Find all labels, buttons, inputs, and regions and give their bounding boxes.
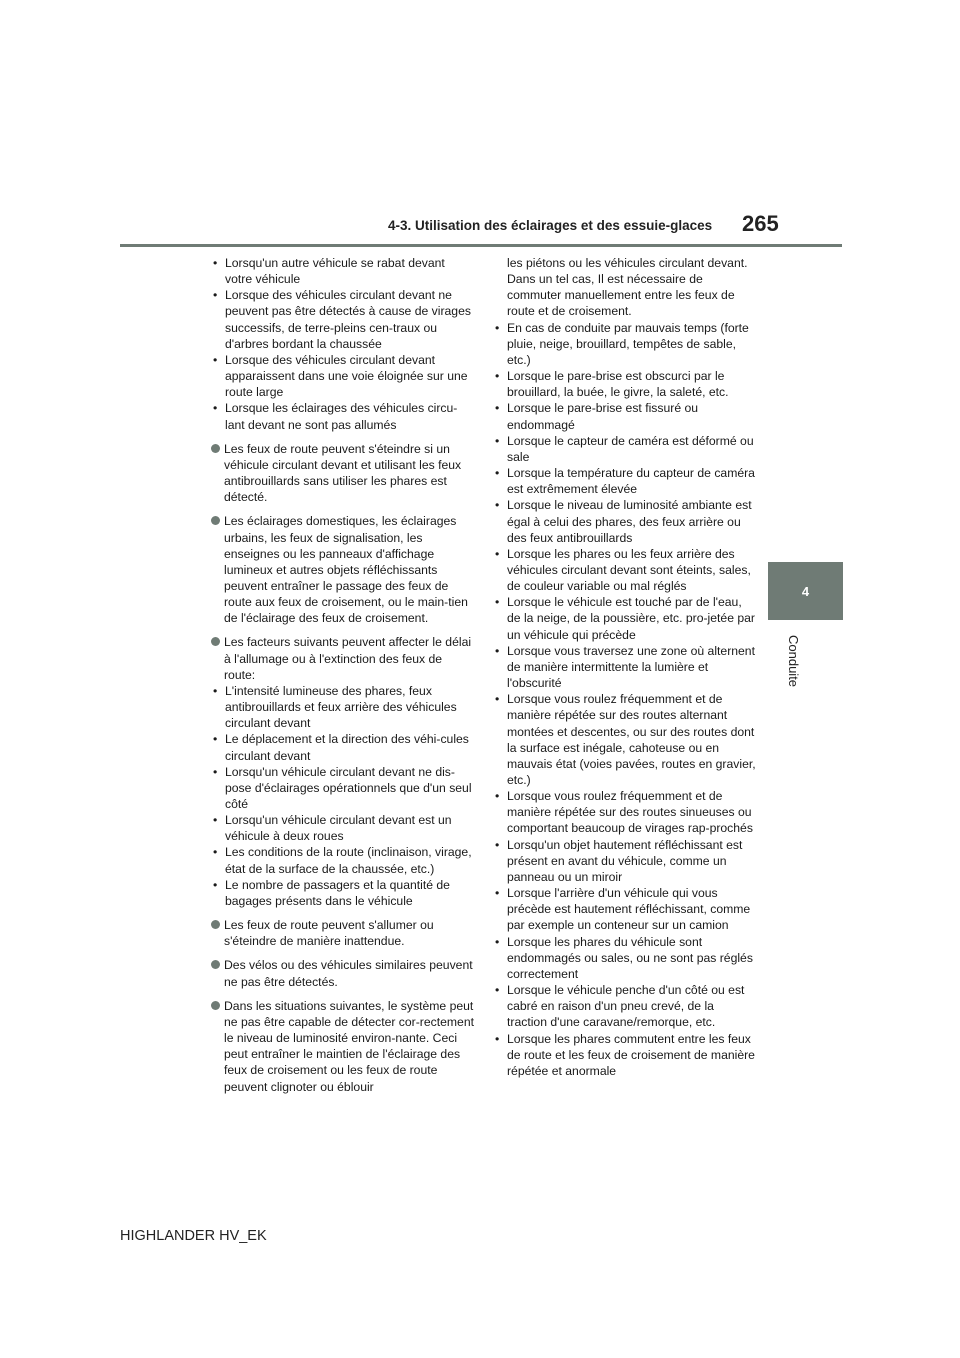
paragraph-text: Les feux de route peuvent s'éteindre si un véhicule circulant devant et utilisant les feux antibrouillards sans utiliser les phares est détecté. (224, 441, 462, 505)
paragraph-text: Les feux de route peuvent s'allumer ou s'éteindre de manière inattendue. (224, 918, 434, 949)
note-paragraph (210, 441, 475, 506)
sub-bullet-list (210, 683, 475, 909)
note-paragraph (210, 634, 475, 909)
page-number: 265 (742, 211, 779, 236)
bullet-item: • Lorsque le véhicule penche d'un côté ou est cabré en raison d'un pneu crevé, de la traction d'une caravane/remorque, etc. (492, 982, 757, 1030)
bullet-item: • Lorsque les phares commutent entre les feux de route et les feux de croisement de manière répétée et anormale (492, 1031, 757, 1079)
bullet-item: • Lorsque les phares ou les feux arrière des véhicules circulant devant sont éteints, sales, de couleur variable ou mal réglés (492, 546, 757, 594)
bullet-item: • Lorsque les phares du véhicule sont endommagés ou sales, ou ne sont pas réglés correctement (492, 934, 757, 982)
bullet-item: • Lorsque le véhicule est touché par de l'eau, de la neige, de la poussière, etc. pro-jetée par un véhicule qui précède (492, 594, 757, 642)
condition-bullet-list (492, 320, 757, 1079)
bullet-item: • L'intensité lumineuse des phares, feux antibrouillards et feux arrière des véhicules circulant devant (210, 683, 475, 731)
bullet-item: • Le déplacement et la direction des véhi-cules circulant devant (210, 731, 475, 763)
bullet-item: • Lorsqu'un véhicule circulant devant ne dis-pose d'éclairages opérationnels que d'un seul côté (210, 764, 475, 812)
bullet-item: • Lorsqu'un autre véhicule se rabat devant votre véhicule (210, 255, 475, 287)
bullet-item: • Lorsque le pare-brise est fissuré ou endommagé (492, 400, 757, 432)
header-divider (120, 244, 842, 247)
section-title: 4-3. Utilisation des éclairages et des essuie-glaces (388, 218, 713, 233)
circle-bullet-icon (211, 444, 220, 453)
bullet-item: • Lorsqu'un véhicule circulant devant est un véhicule à deux roues (210, 812, 475, 844)
circle-bullet-icon (211, 1001, 220, 1010)
circle-bullet-icon (211, 637, 220, 646)
paragraph-text: Des vélos ou des véhicules similaires peuvent ne pas être détectés. (224, 958, 473, 989)
circle-bullet-icon (211, 920, 220, 929)
paragraph-text: Dans les situations suivantes, le système peut ne pas être capable de détecter cor-rectement le niveau de luminosité environ-nante. Ceci peut entraîner le maintien de l'éclairage des feux de croisement ou les feux de route peuvent clignoter ou éblouir (224, 998, 474, 1094)
bullet-item: • Lorsque la température du capteur de caméra est extrêmement élevée (492, 465, 757, 497)
bullet-item: • Lorsque vous traversez une zone où alternent de manière intermittente la lumière et l'obscurité (492, 643, 757, 691)
paragraph-text: Les éclairages domestiques, les éclairages urbains, les feux de signalisation, les enseignes ou les panneaux d'affichage lumineux et autres objets réfléchissants peuvent entraîner le passage des feux de route aux feux de croisement, ou le main-tien de l'éclairage des feux de croisement. (224, 514, 468, 626)
chapter-tab (768, 562, 843, 620)
right-column (492, 255, 757, 1079)
note-paragraph (210, 957, 475, 989)
note-paragraph (210, 513, 475, 626)
bullet-item: • Lorsque l'arrière d'un véhicule qui vous précède est hautement réfléchissant, comme par exemple un conteneur sur un camion (492, 885, 757, 933)
circle-bullet-icon (211, 960, 220, 969)
bullet-item: • En cas de conduite par mauvais temps (forte pluie, neige, brouillard, tempêtes de sable, etc.) (492, 320, 757, 368)
note-paragraph (210, 917, 475, 949)
chapter-number: 4 (801, 583, 810, 599)
bullet-item: • Lorsque le capteur de caméra est déformé ou sale (492, 433, 757, 465)
intro-bullet-list (210, 255, 475, 433)
paragraph-list (210, 441, 475, 1095)
note-paragraph (210, 998, 475, 1095)
bullet-item: • Lorsque le pare-brise est obscurci par le brouillard, la buée, le givre, la saleté, etc. (492, 368, 757, 400)
paragraph-text: Les facteurs suivants peuvent affecter le délai à l'allumage ou à l'extinction des feux de route: (224, 635, 472, 682)
chapter-label: Conduite (786, 635, 801, 688)
bullet-item: • Lorsque les éclairages des véhicules circu-lant devant ne sont pas allumés (210, 400, 475, 432)
bullet-item: • Lorsque des véhicules circulant devant ne peuvent pas être détectés à cause de virages successifs, de terre-pleins cen-traux ou d'arbres bordant la chaussée (210, 287, 475, 352)
bullet-item: • Le nombre de passagers et la quantité de bagages présents dans le véhicule (210, 877, 475, 909)
bullet-item: • Lorsque des véhicules circulant devant apparaissent dans une voie éloignée sur une route large (210, 352, 475, 400)
continuation-text: les piétons ou les véhicules circulant devant. Dans un tel cas, Il est nécessaire de commuter manuellement entre les feux de route et de croisement. (507, 256, 748, 319)
model-footer: HIGHLANDER HV_EK (120, 1228, 267, 1244)
bullet-item: • Lorsqu'un objet hautement réfléchissant est présent en avant du véhicule, comme un panneau ou un miroir (492, 837, 757, 885)
circle-bullet-icon (211, 516, 220, 525)
bullet-item: • Lorsque vous roulez fréquemment et de manière répétée sur des routes sinueuses ou comportant beaucoup de virages rap-prochés (492, 788, 757, 836)
bullet-item: • Lorsque le niveau de luminosité ambiante est égal à celui des phares, des feux arrière ou des feux antibrouillards (492, 497, 757, 545)
left-column (210, 255, 475, 1095)
bullet-item: • Les conditions de la route (inclinaison, virage, état de la surface de la chaussée, etc.) (210, 844, 475, 876)
bullet-item: • Lorsque vous roulez fréquemment et de manière répétée sur des routes alternant montées et descentes, ou sur des routes dont la surface est inégale, cahoteuse ou en mauvais état (voies pavées, routes en gravier, etc.) (492, 691, 757, 788)
